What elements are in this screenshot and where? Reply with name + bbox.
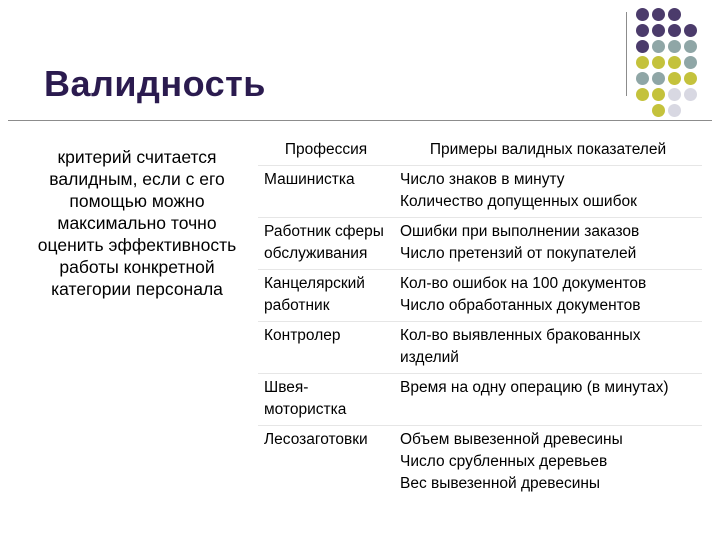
table-row — [258, 322, 702, 374]
decor-dot — [684, 72, 697, 85]
example-item: Число знаков в минуту — [400, 171, 565, 188]
decor-dot — [668, 8, 681, 21]
decor-dot — [652, 72, 665, 85]
decor-dot — [668, 40, 681, 53]
examples-cell — [394, 218, 702, 270]
examples-cell — [394, 322, 702, 374]
example-item: Кол-во ошибок на 100 документов — [400, 275, 647, 292]
decor-dot — [668, 104, 681, 117]
header-profession: Профессия — [258, 136, 394, 166]
decor-dot — [636, 88, 649, 101]
example-item: Число срубленных деревьев — [400, 453, 608, 470]
dot-grid-decoration — [636, 8, 716, 108]
decor-dot — [652, 8, 665, 21]
example-item: Кол-во выявленных бракованных изделий — [400, 327, 641, 366]
profession-cell: Контролер — [258, 322, 394, 374]
decor-dot — [668, 72, 681, 85]
decor-dot — [636, 56, 649, 69]
decor-dot — [652, 88, 665, 101]
example-item: Объем вывезенной древесины — [400, 431, 623, 448]
example-item: Ошибки при выполнении заказов — [400, 223, 640, 240]
table-row — [258, 374, 702, 426]
title-underline — [8, 120, 712, 121]
table-row — [258, 218, 702, 270]
decor-dot — [668, 56, 681, 69]
examples-cell — [394, 374, 702, 426]
decor-dot — [684, 56, 697, 69]
profession-cell: Швея-мотористка — [258, 374, 394, 426]
table-header-row — [258, 136, 702, 166]
decor-dot — [636, 24, 649, 37]
header-examples: Примеры валидных показателей — [394, 136, 702, 166]
profession-cell: Лесозаготовки — [264, 431, 368, 448]
table-row — [258, 270, 702, 322]
slide-title: Валидность — [44, 63, 266, 104]
decor-dot — [684, 40, 697, 53]
example-item: Вес вывезенной древесины — [400, 475, 601, 492]
definition-text: критерий считается валидным, если с его помощью можно максимально точно оценить эффективность работы конкретной категории персонала — [37, 147, 237, 299]
decor-dot — [652, 40, 665, 53]
example-item: Число обработанных документов — [400, 297, 641, 314]
decor-dot — [668, 24, 681, 37]
decor-dot — [636, 72, 649, 85]
example-item: Число претензий от покупателей — [400, 245, 637, 262]
profession-cell: Работник сферы обслуживания — [258, 218, 394, 270]
decor-dot — [652, 24, 665, 37]
examples-cell — [394, 426, 702, 500]
decor-dot — [668, 88, 681, 101]
example-item: Количество допущенных ошибок — [400, 193, 637, 210]
example-item: Время на одну операцию (в минутах) — [400, 379, 669, 396]
examples-cell — [394, 270, 702, 322]
examples-cell — [394, 166, 702, 218]
decor-dot — [684, 24, 697, 37]
decor-dot — [636, 8, 649, 21]
decor-dot — [636, 40, 649, 53]
decor-dot — [652, 56, 665, 69]
vertical-divider — [626, 12, 627, 96]
decor-dot — [652, 104, 665, 117]
profession-cell: Машинистка — [258, 166, 394, 218]
table-row — [258, 426, 702, 500]
profession-cell: Канцелярский работник — [258, 270, 394, 322]
table-row — [258, 166, 702, 218]
decor-dot — [684, 88, 697, 101]
validity-table — [258, 136, 702, 499]
